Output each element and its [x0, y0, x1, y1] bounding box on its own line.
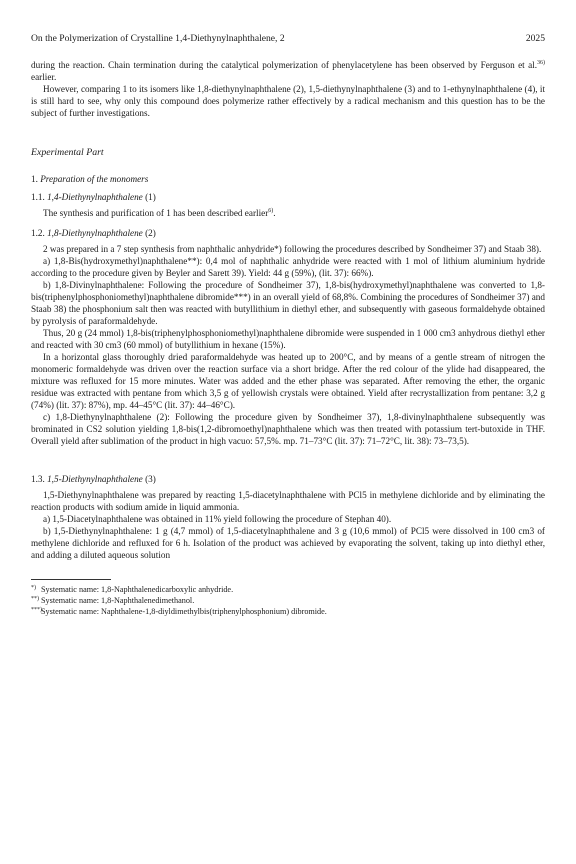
section-title-experimental: Experimental Part: [31, 147, 104, 158]
footnote-2: **) Systematic name: 1,8-Naphthalenedimethanol.: [31, 596, 195, 605]
section-1-2-para-4: Thus, 20 g (24 mmol) 1,8-bis(triphenylphosphoniomethyl)naphthalene dibromide were suspended in 1 000 cm3 anhydrous diethyl ether and reacted with 30 cm3 (60 mmol) of butyllithium in hexane (15%).: [31, 328, 545, 350]
section-1-2-para-2: a) 1,8-Bis(hydroxymethyl)naphthalene**): 0,4 mol of naphthalic anhydride were reacted with 1 mol of lithium aluminium hydride according to the procedure given by Beyler and Sarett 39). Yield: 44 g (59%), (lit. 37): 66%).: [31, 256, 545, 278]
section-1-3-para-2: a) 1,5-Diacetylnaphthalene was obtained in 11% yield following the procedure of Stephan 40).: [43, 514, 392, 524]
footnote-1: *) Systematic name: 1,8-Naphthalenedicarboxylic anhydride.: [31, 585, 234, 594]
section-heading-1-1: 1.1. 1,4-Diethynylnaphthalene (1): [31, 192, 156, 202]
footnote-3: ***) Systematic name: Naphthalene-1,8-diyldimethylbis(triphenylphosphonium) dibromide.: [31, 607, 327, 616]
section-1-2-para-5: In a horizontal glass thoroughly dried paraformaldehyde was heated up to 200°C, and by means of a gentle stream of nitrogen the monomeric formaldehyde was driven over the reaction surface via a short bridge. After the red colour of the ylide had disappeared, the mixture was refluxed for 15 more minutes. Water was added and the ether phase was separated. After removing the ether, the organic residue was extracted with pentane from which 3,5 g of yellowish crystals were obtained. Yield after recrystallization from pentane: 3,2 g (74%) (lit. 37): 87%), mp. 44–45°C (lit. 37): 44–46°C).: [31, 352, 545, 410]
section-1-2-para-6: c) 1,8-Diethynylnaphthalene (2): Following the procedure given by Sondheimer 37), 1,8-divinylnaphthalene subsequently was brominated in CS2 solution yielding 1,8-bis(1,2-dibromoethyl)naphthalene which was then treated with potassium tert-butoxide in THF. Overall yield after sublimation of the product in high vacuo: 57,5%. mp. 71–73°C (lit. 37): 71–72°C, lit. 38): 73–73,5).: [31, 412, 545, 446]
section-1-3-para-3: b) 1,5-Diethynylnaphthalene: 1 g (4,7 mmol) of 1,5-diacetylnaphthalene and 3 g (10,6 mmol) of PCl5 were dissolved in 100 cm3 of methylene dichloride and refluxed for 6 h. Isolation of the product was achieved by evaporating the solvent, taking up into diethyl ether, and adding a diluted aqueous solution: [31, 526, 545, 560]
section-1-3-para-1: 1,5-Diethynylnaphthalene was prepared by reacting 1,5-diacetylnaphthalene with PCl5 in methylene dichloride and by eliminating the reaction products with sodium amide in liquid ammonia.: [31, 490, 545, 512]
section-1-1-text: The synthesis and purification of 1 has been described earlier$^{6)}$.: [43, 208, 276, 218]
running-header: [31, 33, 545, 45]
intro-paragraph-1: during the reaction. Chain termination during the catalytical polymerization of phenylacetylene has been observed by Ferguson et al.$^{36)}$ earlier.: [31, 60, 545, 82]
section-1-2-para-1: 2 was prepared in a 7 step synthesis from naphthalic anhydride*) following the procedures described by Sondheimer 37) and Staab 38).: [43, 244, 542, 254]
running-title: On the Polymerization of Crystalline 1,4-Diethynylnaphthalene, 2: [31, 33, 285, 44]
intro-paragraph-2: However, comparing 1 to its isomers like 1,8-diethynylnaphthalene (2), 1,5-diethynylnaphthalene (3) and to 1-ethynylnaphthalene (4), it is still hard to see, why only this compound does polymerize rather effectively by a radical mechanism and this question has to be the subject of further investigations.: [31, 84, 545, 118]
section-1-2-para-3: b) 1,8-Divinylnaphthalene: Following the procedure of Sondheimer 37), 1,8-bis(hydroxymethyl)naphthalene was converted to 1,8-bis(triphenylphosphoniomethyl)naphthalene dibromide***) in an overall yield of 68,8%. Combining the procedures of Sondheimer 37) and Staab 38) the phosphonium salt then was reacted with butyllithium in diethyl ether, and subsequently with gaseous formaldehyde obtained by pyrolysis of paraformaldehyde.: [31, 280, 545, 326]
section-heading-1-2: 1.2. 1,8-Diethynylnaphthalene (2): [31, 228, 156, 238]
page: [31, 33, 545, 617]
section-heading-1-3: 1.3. 1,5-Diethynylnaphthalene (3): [31, 474, 156, 484]
page-number: 2025: [525, 33, 545, 44]
section-heading-1: 1. Preparation of the monomers: [31, 174, 149, 184]
